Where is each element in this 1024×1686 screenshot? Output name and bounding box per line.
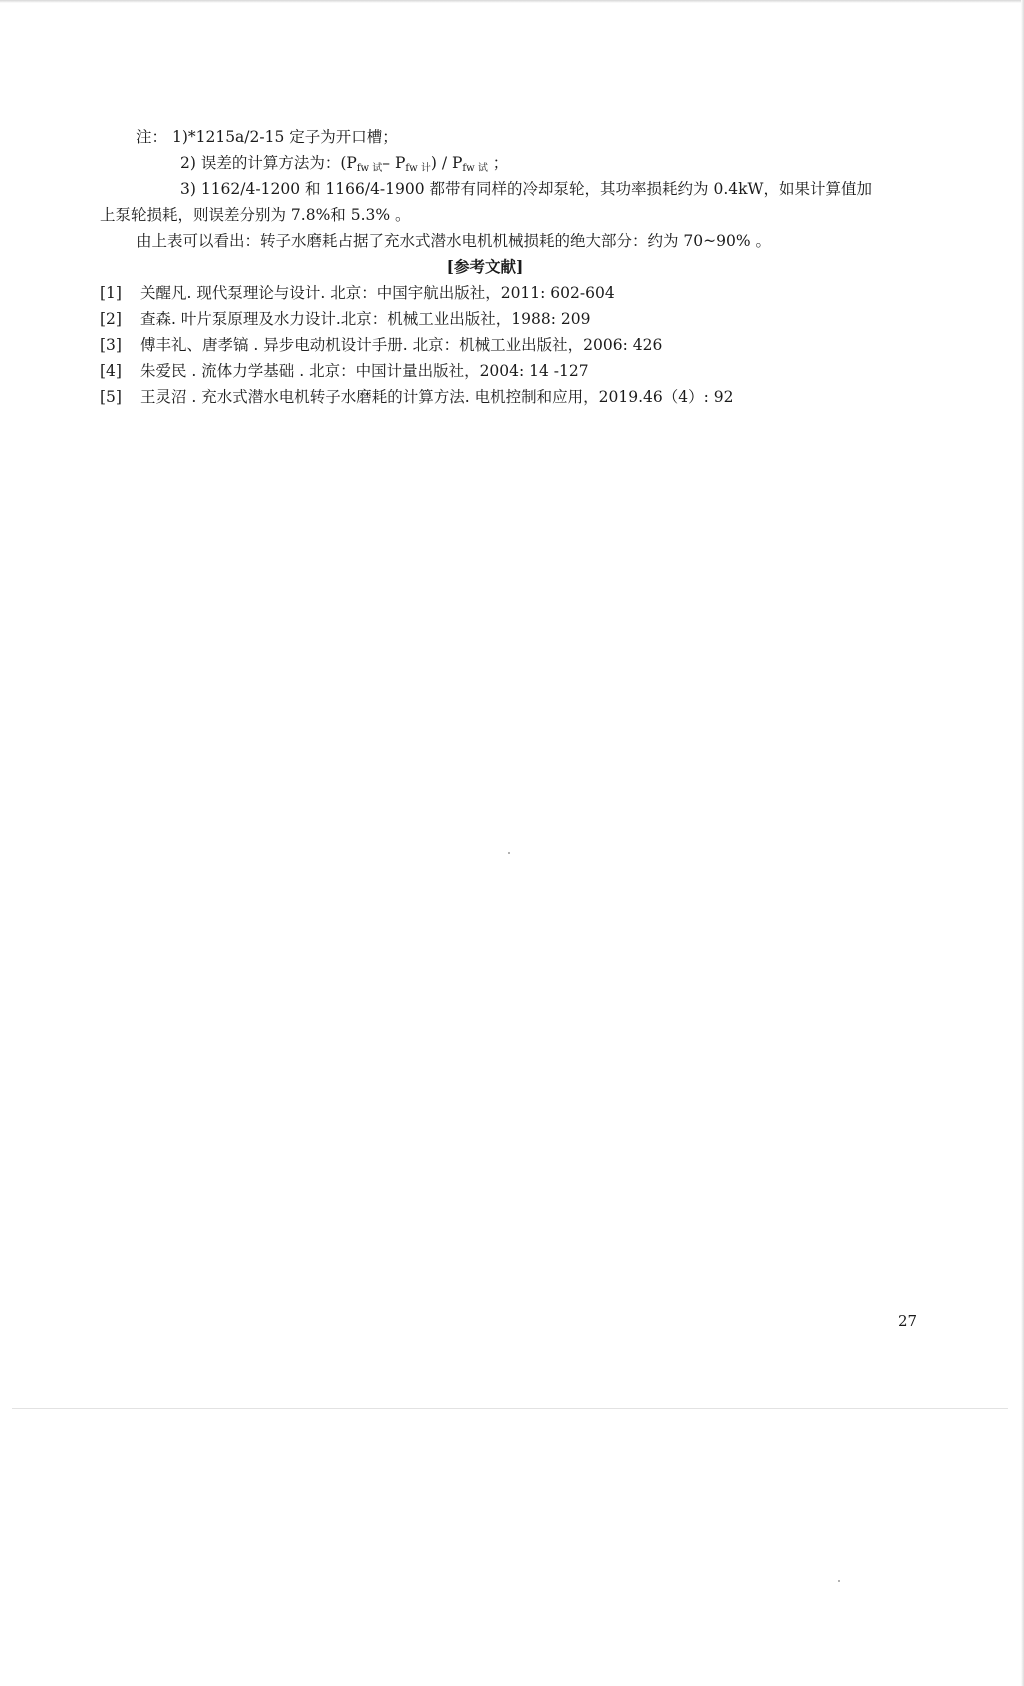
reference-item	[100, 384, 900, 410]
reference-text: 傅丰礼、唐孝镐 . 异步电动机设计手册. 北京：机械工业出版社，2006: 426	[140, 336, 663, 354]
reference-number: [5]	[100, 388, 122, 406]
reference-number: [3]	[100, 336, 122, 354]
reference-item	[100, 332, 900, 358]
note-3-line-1: 3) 1162/4-1200 和 1166/4-1900 都带有同样的冷却泵轮，其功率损耗约为 0.4kW，如果计算值加	[180, 180, 872, 198]
reference-number: [4]	[100, 362, 122, 380]
scan-divider	[12, 1408, 1008, 1409]
scan-speck	[838, 1580, 840, 1582]
subscript-fw-calc: fw 计	[405, 163, 431, 174]
reference-number: [1]	[100, 284, 122, 302]
note-2-prefix: 2) 误差的计算方法为：(P	[180, 154, 357, 172]
note-3-line-2: 上泵轮损耗，则误差分别为 7.8%和 5.3% 。	[100, 206, 411, 224]
note-label: 注：	[136, 128, 168, 146]
page-content	[100, 124, 900, 410]
subscript-fw-test: fw 试	[356, 163, 383, 174]
page-number: 27	[898, 1312, 918, 1330]
references-heading: [参考文献]	[446, 257, 524, 276]
note-2	[100, 150, 900, 176]
note-2-divide: ) / P	[430, 154, 463, 172]
reference-text: 王灵沼 . 充水式潜水电机转子水磨耗的计算方法. 电机控制和应用，2019.46（4）: 92	[140, 388, 734, 406]
reference-number: [2]	[100, 310, 122, 328]
reference-text: 朱爱民 . 流体力学基础 . 北京：中国计量出版社，2004: 14 -127	[140, 362, 589, 380]
note-1-text: 1)*1215a/2-15 定子为开口槽；	[171, 128, 398, 146]
note-1	[100, 124, 900, 150]
note-2-suffix: ；	[487, 154, 509, 172]
reference-text: 查森. 叶片泵原理及水力设计.北京：机械工业出版社，1988: 209	[140, 310, 591, 328]
subscript-fw-test-2: fw 试	[462, 163, 488, 174]
scan-edge-top	[0, 0, 1024, 3]
reference-list	[100, 280, 900, 410]
scan-speck	[508, 852, 510, 854]
reference-item	[100, 358, 900, 384]
conclusion-paragraph: 由上表可以看出：转子水磨耗占据了充水式潜水电机机械损耗的绝大部分：约为 70~90% 。	[136, 232, 772, 250]
reference-item	[100, 306, 900, 332]
reference-item	[100, 280, 900, 306]
reference-text: 关醒凡. 现代泵理论与设计. 北京：中国宇航出版社，2011: 602-604	[140, 284, 615, 302]
note-2-minus: – P	[382, 154, 406, 172]
